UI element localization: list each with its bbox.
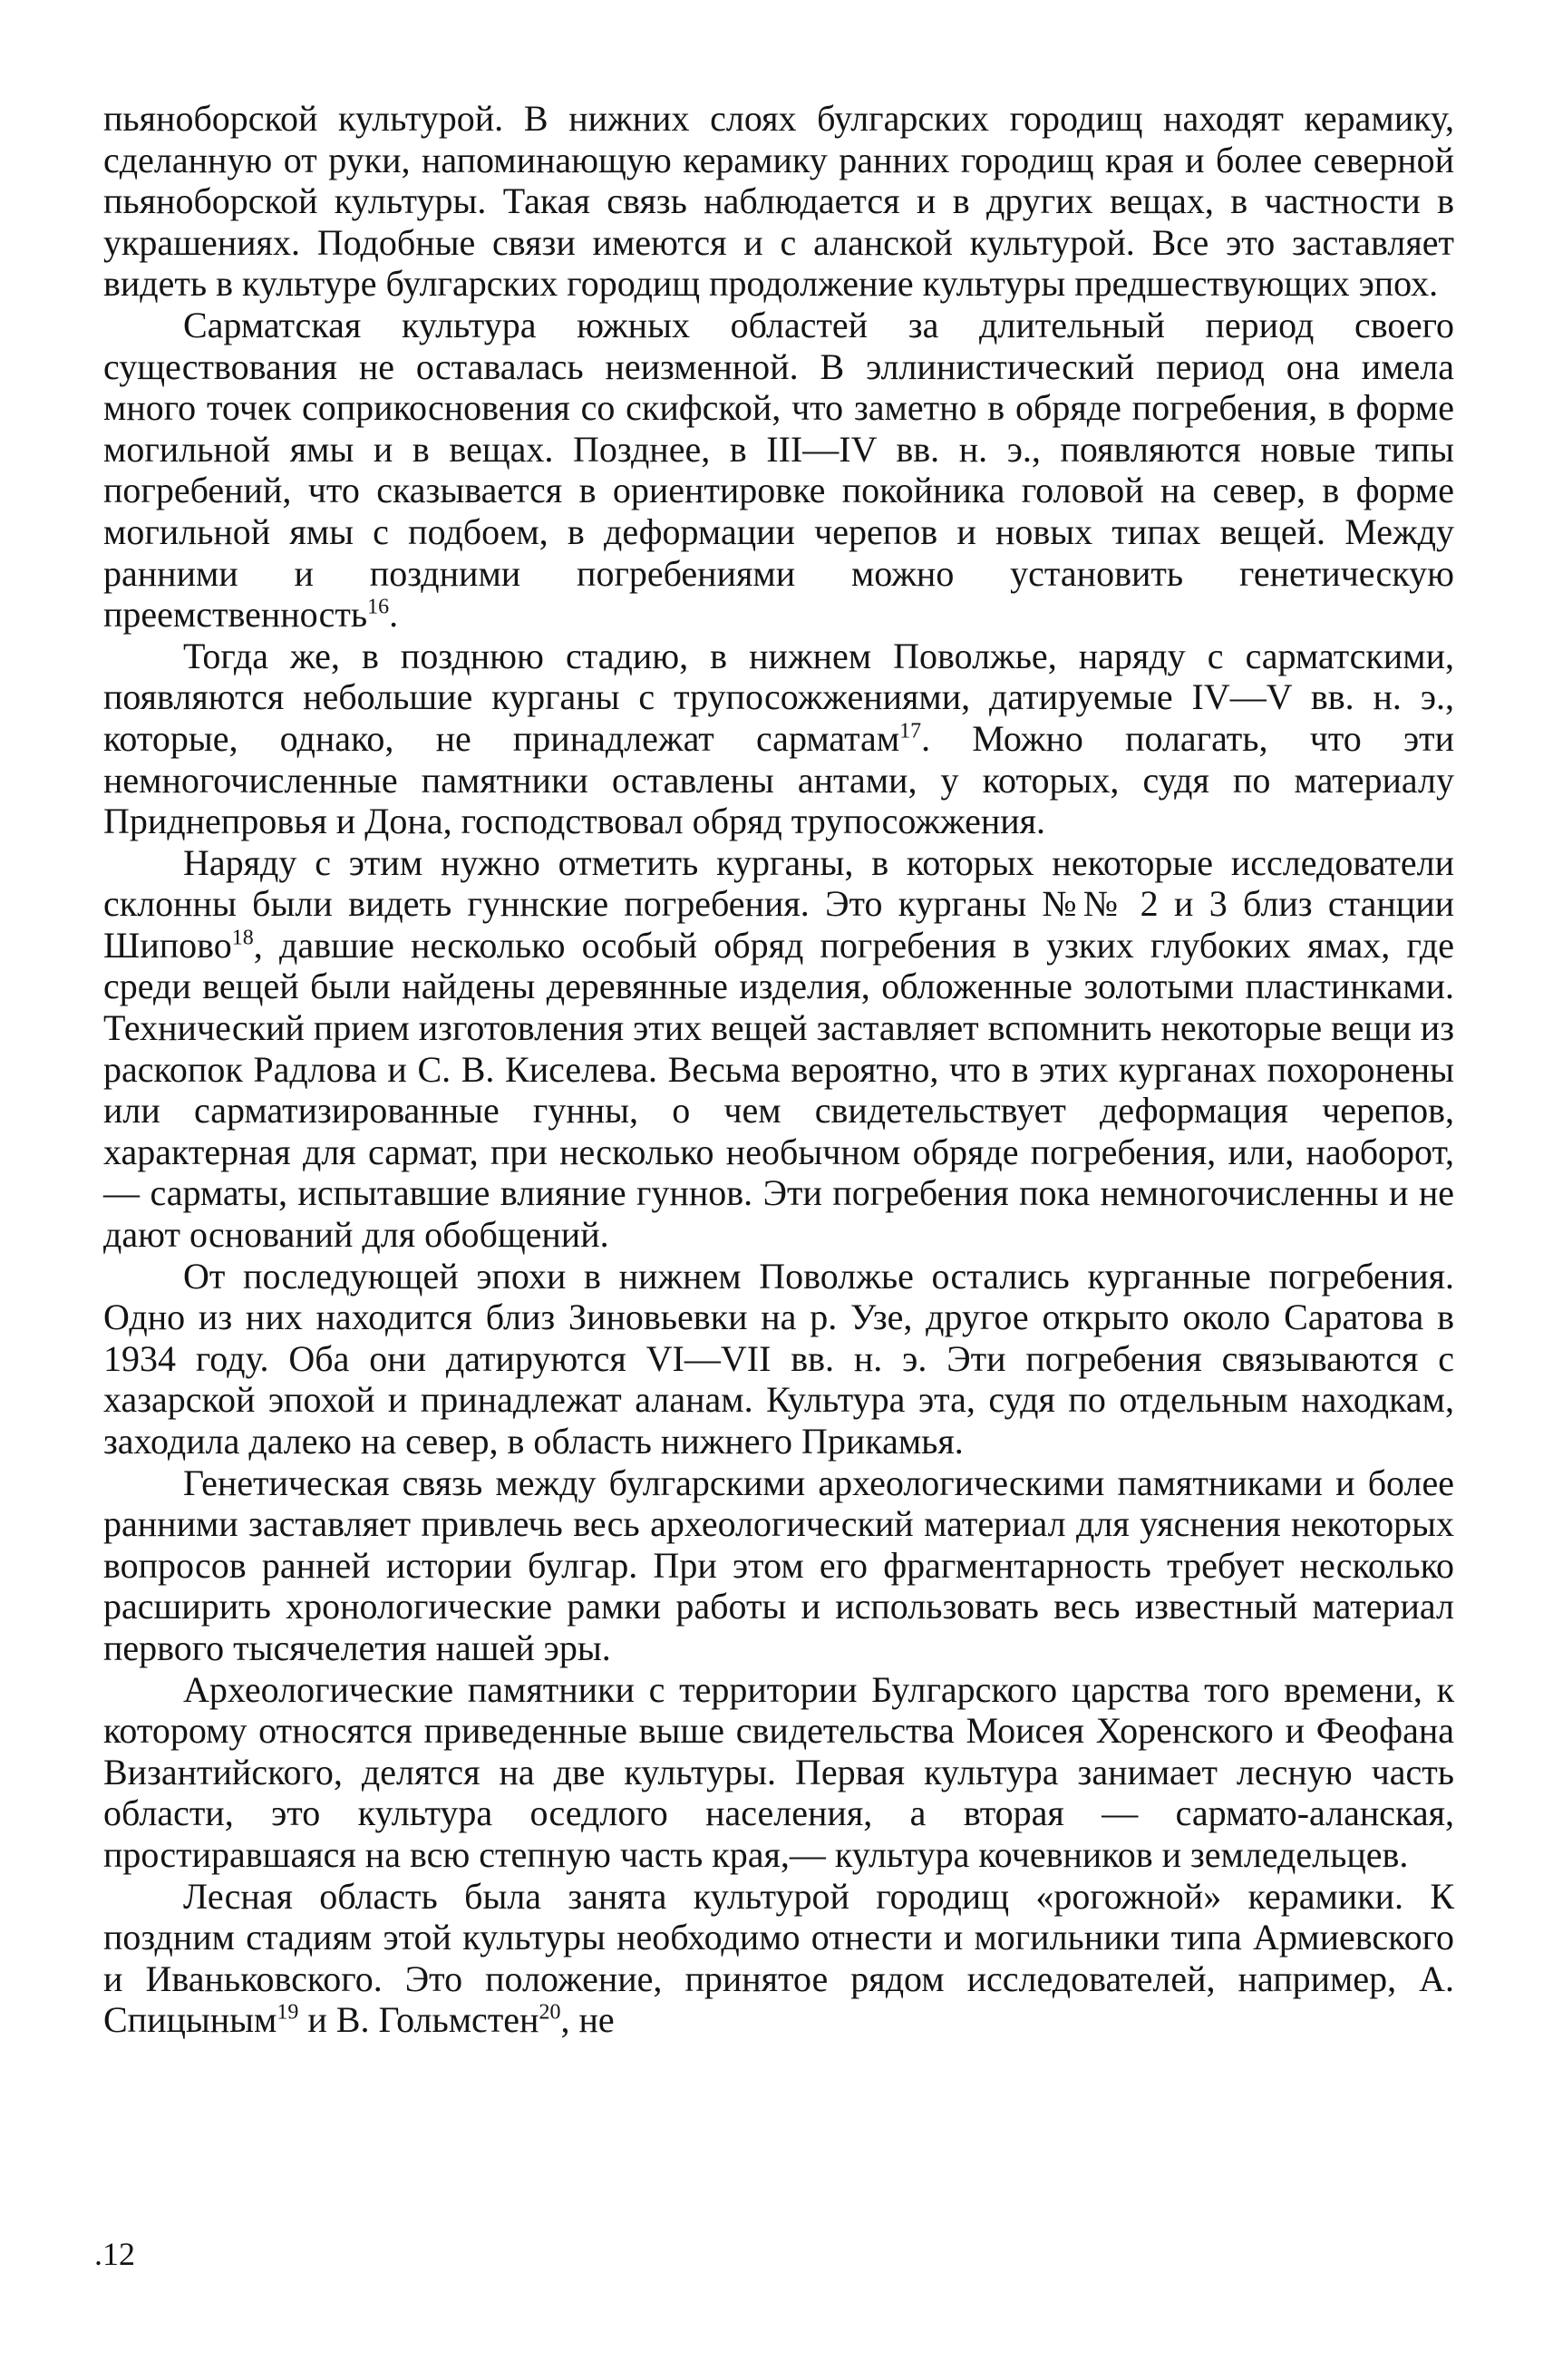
text-run: , не: [560, 1999, 615, 2041]
text-run: Генетическая связь между булгарскими археологическими памятниками и более ранними заставляет привлечь весь археологический материал для уяснения некоторых вопросов ранней истории булгар. При этом его фрагментарность требует несколько расширить хронологические рамки работы и использовать весь известный материал первого тысячелетия нашей эры.: [103, 1462, 1454, 1668]
text-run: Археологические памятники с территории Булгарского царства того времени, к которому относятся приведенные выше свидетельства Моисея Хоренского и Феофана Византийского, делятся на две культуры. Первая культура занимает лесную часть области, это культура оседлого населения, а вторая — сармато-аланская, простиравшаяся на всю степную часть края,— культура кочевников и земледельцев.: [103, 1668, 1454, 1875]
paragraph: [103, 1876, 1454, 2041]
footnote-ref: 19: [277, 2000, 299, 2025]
footnote-ref: 16: [367, 595, 390, 619]
text-run: Сарматская культура южных областей за длительный период своего существования не оставалась неизменной. В эллинистический период она имела много точек соприкосновения со скифской, что заметно в обряде погребения, в форме могильной ямы и в вещах. Позднее, в III—IV вв. н. э., появляются новые типы погребений, что сказывается в ориентировке покойника головой на север, в форме могильной ямы с подбоем, в деформации черепов и новых типах вещей. Между ранними и поздними погребениями можно установить генетическую преемственность: [103, 304, 1454, 636]
text-run: . Можно полагать, что эти немногочисленные памятники оставлены антами, у которых, судя по материалу Приднепровья и Дона, господствовал обряд трупосожжения.: [103, 717, 1454, 842]
text-run: .: [389, 594, 399, 636]
footnote-ref: 20: [539, 2000, 561, 2025]
paragraph: [103, 842, 1454, 1256]
paragraph: [103, 1256, 1454, 1462]
text-run: Лесная область была занята культурой городищ «рогожной» керамики. К поздним стадиям этой культуры необходимо отнести и могильники типа Армиевского и Иваньковского. Это положение, принятое рядом исследователей, например, А. Спицыным: [103, 1875, 1454, 2041]
text-run: От последующей эпохи в нижнем Поволжье остались курганные погребения. Одно из них находится близ Зиновьевки на р. Узе, другое открыто около Саратова в 1934 году. Оба они датируются VI—VII вв. н. э. Эти погребения связываются с хазарской эпохой и принадлежат аланам. Культура эта, судя по отдельным находкам, заходила далеко на север, в область нижнего Прикамья.: [103, 1255, 1454, 1462]
body-text: [103, 98, 1454, 2041]
paragraph: [103, 98, 1454, 305]
text-run: Тогда же, в позднюю стадию, в нижнем Поволжье, наряду с сарматскими, появляются небольшие курганы с трупосожжениями, датируемые IV—V вв. н. э., которые, однако, не принадлежат сарматам: [103, 635, 1455, 759]
text-run: и В. Гольмстен: [298, 1999, 539, 2041]
paragraph: [103, 305, 1454, 636]
paragraph: [103, 636, 1454, 842]
paragraph: [103, 1462, 1454, 1669]
footnote-ref: 17: [899, 719, 922, 743]
text-run: пьяноборской культурой. В нижних слоях булгарских городищ находят керамику, сделанную от руки, напоминающую керамику ранних городищ края и более северной пьяноборской культуры. Такая связь наблюдается и в других вещах, в частности в украшениях. Подобные связи имеются и с аланской культурой. Все это заставляет видеть в культуре булгарских городищ продолжение культуры предшествующих эпох.: [103, 98, 1454, 305]
footnote-ref: 18: [231, 926, 254, 950]
text-run: Наряду с этим нужно отметить курганы, в которых некоторые исследователи склонны были видеть гуннские погребения. Это курганы №№ 2 и 3 близ станции Шипово: [103, 841, 1454, 966]
text-run: , давшие несколько особый обряд погребения в узких глубоких ямах, где среди вещей были найдены деревянные изделия, обложенные золотыми пластинками. Технический прием изготовления этих вещей заставляет вспомнить некоторые вещи из раскопок Радлова и С. В. Киселева. Весьма вероятно, что в этих курганах похоронены или сарматизированные гунны, о чем свидетельствует деформация черепов, характерная для сармат, при несколько необычном обряде погребения, или, наоборот,— сарматы, испытавшие влияние гуннов. Эти погребения пока немногочисленны и не дают оснований для обобщений.: [103, 924, 1454, 1256]
paragraph: [103, 1669, 1454, 1876]
page-number: .12: [94, 2236, 135, 2272]
